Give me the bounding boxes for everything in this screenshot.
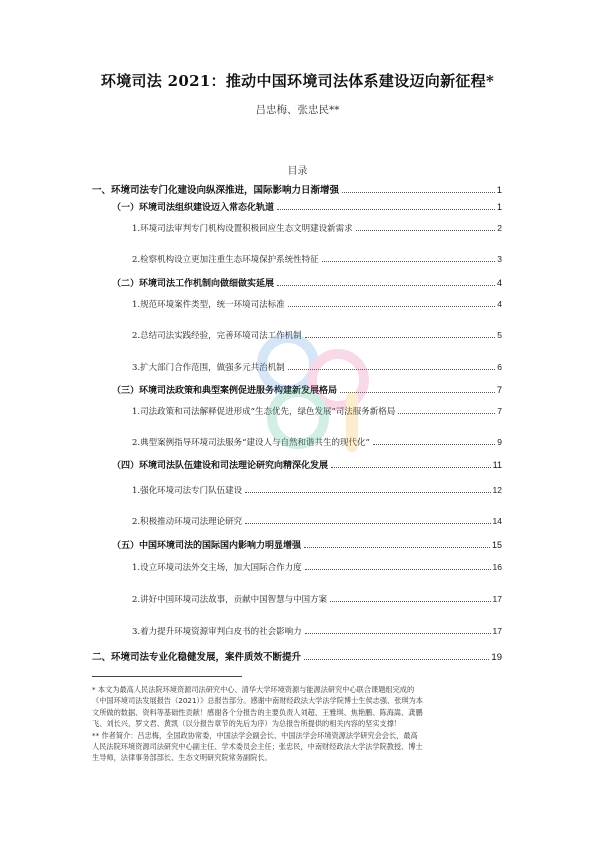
toc-page-number: 4 (497, 299, 502, 309)
toc-entry-label: （五）中国环境司法的国际国内影响力明显增强 (112, 541, 302, 551)
toc-entry[interactable] (132, 405, 502, 417)
toc-entry-label: 2.积极推动环境司法理论研究 (132, 517, 243, 527)
toc-dot-leader (304, 547, 490, 548)
toc-entry[interactable] (132, 593, 502, 605)
toc-dot-leader (277, 285, 495, 286)
toc-entry[interactable] (112, 383, 502, 396)
toc-dot-leader (330, 601, 490, 602)
footnote-line: 文所做的数据、资料等基础性贡献！感谢各个分报告的主要负责人刘超、王雅琪、焦艳鹏、陈海嵩、龚鹏 (92, 707, 423, 717)
toc-dot-leader (245, 523, 490, 524)
toc-entry[interactable] (112, 458, 502, 471)
toc-dot-leader (373, 444, 495, 445)
toc-entry[interactable] (132, 329, 502, 341)
toc-dot-leader (277, 209, 495, 210)
toc-entry[interactable] (132, 361, 502, 373)
toc-page-number: 1 (496, 202, 502, 212)
toc-page-number: 12 (492, 485, 502, 495)
toc-dot-leader (245, 492, 490, 493)
toc-entry[interactable] (132, 484, 502, 496)
footnote-line: 《中国环境司法发展报告（2021）》总报告部分。感谢中南财经政法大学法学院博士生侯志强、张琪为本 (92, 696, 423, 706)
toc-heading: 目录 (287, 166, 308, 177)
toc-entry[interactable] (132, 561, 502, 573)
toc-dot-leader (305, 633, 491, 634)
toc-entry[interactable] (112, 200, 502, 213)
footnotes (92, 684, 504, 764)
toc-dot-leader (340, 392, 495, 393)
toc-entry-label: 2.总结司法实践经验，完善环境司法工作机制 (132, 331, 302, 341)
toc-page-number: 3 (497, 254, 502, 264)
toc-page-number: 14 (492, 516, 502, 526)
toc-entry-label: 3.着力提升环境资源审判白皮书的社会影响力 (132, 627, 302, 637)
toc-entry-label: 1.强化环境司法专门队伍建设 (132, 486, 243, 496)
toc-entry[interactable] (132, 253, 502, 265)
toc-dot-leader (356, 230, 496, 231)
toc-entry[interactable] (132, 436, 502, 448)
toc-page-number: 15 (491, 540, 502, 550)
footnote-line: * 本文为最高人民法院环境资源司法研究中心、清华大学环境资源与能源法研究中心联合课题组完成的 (92, 685, 415, 694)
toc-entry[interactable] (92, 182, 502, 196)
toc-entry-label: 3.扩大部门合作范围，做强多元共治机制 (132, 363, 285, 373)
toc-entry-label: 2.检察机构设立更加注重生态环境保护系统性特征 (132, 255, 319, 265)
toc-page-number: 17 (492, 594, 502, 604)
toc-dot-leader (305, 569, 491, 570)
toc-dot-leader (288, 369, 496, 370)
toc-entry-label: （二）环境司法工作机制向做细做实延展 (112, 279, 275, 289)
toc-page-number: 5 (497, 330, 502, 340)
toc-dot-leader (342, 192, 495, 193)
toc-entry-label: （四）环境司法队伍建设和司法理论研究向精深化发展 (112, 461, 329, 471)
toc-page-number: 4 (496, 278, 502, 288)
toc-entry-label: 2.讲好中国环境司法故事，贡献中国智慧与中国方案 (132, 595, 328, 605)
toc-page-number: 7 (497, 406, 502, 416)
toc-entry-label: 1.设立环境司法外交主场，加大国际合作力度 (132, 563, 302, 573)
toc-entry[interactable] (132, 222, 502, 234)
footnote-line: ** 作者简介：吕忠梅，全国政协常委，中国法学会副会长、中国法学会环境资源法学研究会会长，最高 (92, 730, 418, 740)
toc-page-number: 17 (492, 626, 502, 636)
document-title: 环境司法 2021：推动中国环境司法体系建设迈向新征程* (100, 72, 495, 90)
toc-entry-label: 2.典型案例指导环境司法服务“建设人与自然和谐共生的现代化” (132, 438, 370, 448)
toc-dot-leader (398, 413, 495, 414)
toc-page-number: 9 (497, 437, 502, 447)
toc-dot-leader (305, 337, 496, 338)
toc-entry[interactable] (132, 515, 502, 527)
toc-entry-label: （一）环境司法组织建设迈入常态化轨道 (112, 203, 275, 213)
toc-page-number: 7 (496, 385, 502, 395)
toc-page-number: 2 (497, 223, 502, 233)
toc-dot-leader (331, 467, 491, 468)
toc-page-number: 6 (497, 362, 502, 372)
toc-page-number: 11 (492, 460, 502, 470)
toc-page-number: 19 (491, 652, 502, 663)
footnote-line: 飞、刘长兴、罗文君、黄凯（以分报告章节的先后为序）为总报告所提供的相关内容的坚实支撑！ (92, 719, 402, 729)
toc-dot-leader (304, 659, 489, 660)
toc-entry[interactable] (112, 276, 502, 289)
toc-entry[interactable] (132, 298, 502, 310)
footnote-separator (92, 676, 242, 677)
toc-entry-label: （三）环境司法政策和典型案例促进服务构建新发展格局 (112, 386, 338, 396)
toc-entry[interactable] (112, 538, 502, 551)
toc-page-number: 16 (492, 562, 502, 572)
toc-entry-label: 一、环境司法专门化建设向纵深推进，国际影响力日渐增强 (92, 185, 340, 196)
toc-entry[interactable] (92, 649, 502, 663)
toc-page-number: 1 (496, 185, 502, 196)
toc-entry-label: 1.规范环境案件类型，统一环境司法标准 (132, 300, 285, 310)
toc-entry-label: 1.环境司法审判专门机构设置积极回应生态文明建设新需求 (132, 224, 353, 234)
toc-entry[interactable] (132, 625, 502, 637)
document-authors: 吕忠梅、张忠民** (255, 104, 340, 116)
toc-entry-label: 二、环境司法专业化稳健发展，案件质效不断提升 (92, 652, 302, 663)
toc-dot-leader (322, 261, 496, 262)
footnote-line: 生导师，法律事务部部长、生态文明研究院常务副院长。 (92, 753, 272, 763)
toc-dot-leader (288, 306, 496, 307)
footnote-line: 人民法院环境资源司法研究中心副主任、学术委员会主任；张忠民，中南财经政法大学法学院教授、博士 (92, 742, 423, 752)
toc-entry-label: 1.司法政策和司法解释促进形成“生态优先，绿色发展”司法服务新格局 (132, 407, 396, 417)
